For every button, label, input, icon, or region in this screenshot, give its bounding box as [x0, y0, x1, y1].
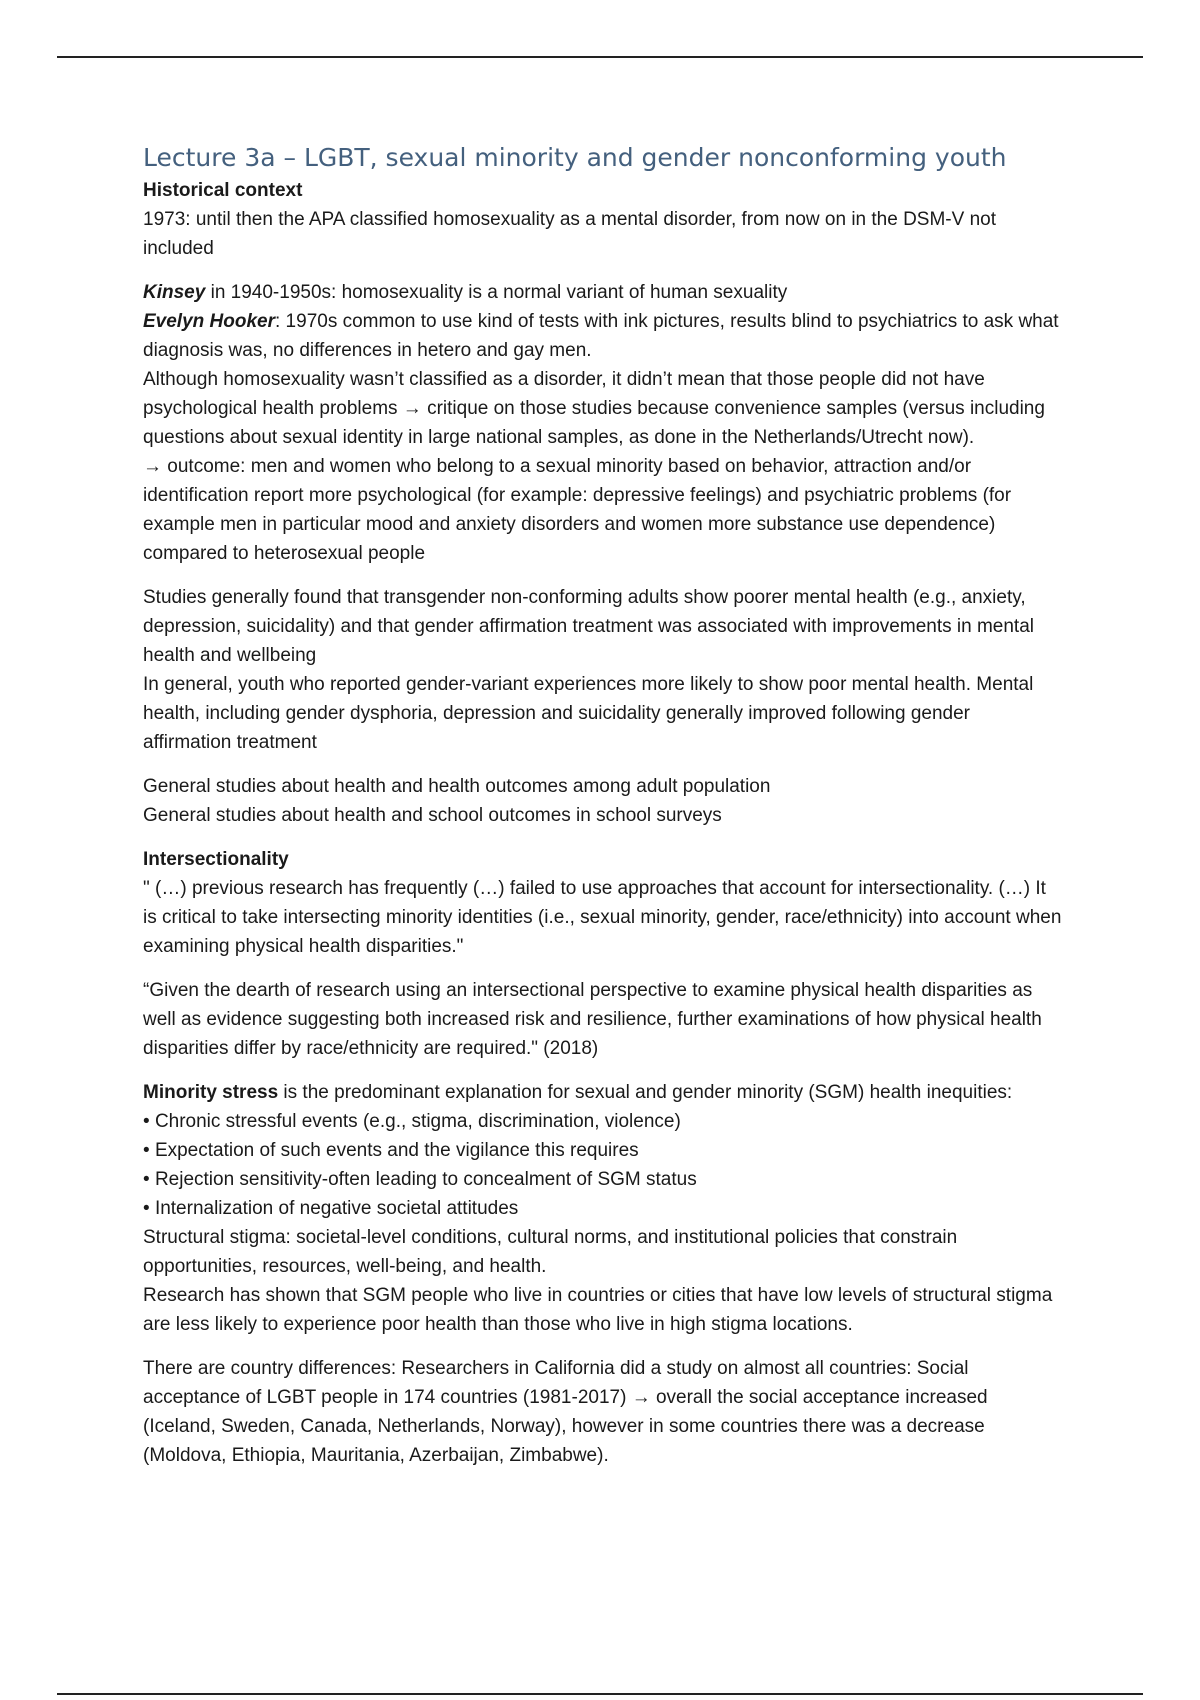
term-minority-stress: Minority stress: [143, 1082, 279, 1103]
quote-intersectionality: " (…) previous research has frequently (…) failed to use approaches that account for intersectionality. (…) It is critical to take intersecting minority identities (i.e., sexual minority, gender, race/ethnicity) into account when examining physical health disparities.": [143, 878, 1062, 957]
paragraph-adult-studies: General studies about health and health outcomes among adult population: [143, 776, 771, 797]
paragraph-youth-gender-variant: In general, youth who reported gender-variant experiences more likely to show poor mental health. Mental health, including gender dysphoria, depression and suicidality generally improved following gender affirmation treatment: [143, 674, 1034, 753]
paragraph-evelyn-hooker: [143, 307, 1063, 365]
footer-rule: [57, 1693, 1143, 1695]
paragraph-outcome: → outcome: men and women who belong to a sexual minority based on behavior, attraction and/or identification report more psychological (for example: depressive feelings) and psychiatric problems (for example men in particular mood and anxiety disorders and women more substance use dependence) compared to heterosexual people: [143, 456, 1012, 564]
paragraph-research-sgm: Research has shown that SGM people who live in countries or cities that have low levels of structural stigma are less likely to experience poor health than those who live in high stigma locations.: [143, 1285, 1053, 1335]
document-body: [143, 140, 1063, 1470]
paragraph-critique: Although homosexuality wasn’t classified as a disorder, it didn’t mean that those people did not have psychological health problems → critique on those studies because convenience samples (versus including questions about sexual identity in large national samples, as done in the Netherlands/Utrecht now).: [143, 369, 1045, 448]
quote-dearth-of-research: “Given the dearth of research using an intersectional perspective to examine physical health disparities as well as evidence suggesting both increased risk and resilience, further examinations of how physical health disparities differ by race/ethnicity are required." (2018): [143, 980, 1042, 1059]
paragraph-structural-stigma: Structural stigma: societal-level conditions, cultural norms, and institutional policies that constrain opportunities, resources, well-being, and health.: [143, 1227, 958, 1277]
heading-historical-context: Historical context: [143, 180, 303, 201]
paragraph-school-surveys: General studies about health and school outcomes in school surveys: [143, 805, 722, 826]
minority-stress-text: is the predominant explanation for sexual and gender minority (SGM) health inequities:: [278, 1082, 1013, 1103]
paragraph-transgender-studies: Studies generally found that transgender non-conforming adults show poorer mental health (e.g., anxiety, depression, suicidality) and that gender affirmation treatment was associated with improvements in mental health and wellbeing: [143, 587, 1034, 666]
paragraph-apa-1973: 1973: until then the APA classified homosexuality as a mental disorder, from now on in the DSM-V not included: [143, 209, 996, 259]
paragraph-kinsey: [143, 278, 1063, 307]
paragraph-minority-stress: [143, 1078, 1063, 1107]
list-item: • Chronic stressful events (e.g., stigma, discrimination, violence): [143, 1107, 1063, 1136]
list-item: • Internalization of negative societal attitudes: [143, 1194, 1063, 1223]
name-evelyn-hooker: Evelyn Hooker: [143, 311, 275, 332]
paragraph-country-differences: There are country differences: Researchers in California did a study on almost all countries: Social acceptance of LGBT people in 174 countries (1981-2017) → overall the social acceptance increased (Iceland, Sweden, Canada, Netherlands, Norway), however in some countries there was a decrease (Moldova, Ethiopia, Mauritania, Azerbaijan, Zimbabwe).: [143, 1358, 988, 1466]
name-kinsey: Kinsey: [143, 282, 206, 303]
hooker-text: : 1970s common to use kind of tests with ink pictures, results blind to psychiatrics to ask what diagnosis was, no differences in hetero and gay men.: [143, 311, 1059, 361]
heading-intersectionality: Intersectionality: [143, 849, 289, 870]
list-item: • Expectation of such events and the vigilance this requires: [143, 1136, 1063, 1165]
list-item: • Rejection sensitivity-often leading to concealment of SGM status: [143, 1165, 1063, 1194]
minority-stress-list: [143, 1107, 1063, 1223]
document-title: Lecture 3a – LGBT, sexual minority and gender nonconforming youth: [143, 143, 1007, 172]
header-rule: [57, 56, 1143, 58]
kinsey-text: in 1940-1950s: homosexuality is a normal variant of human sexuality: [205, 282, 788, 303]
